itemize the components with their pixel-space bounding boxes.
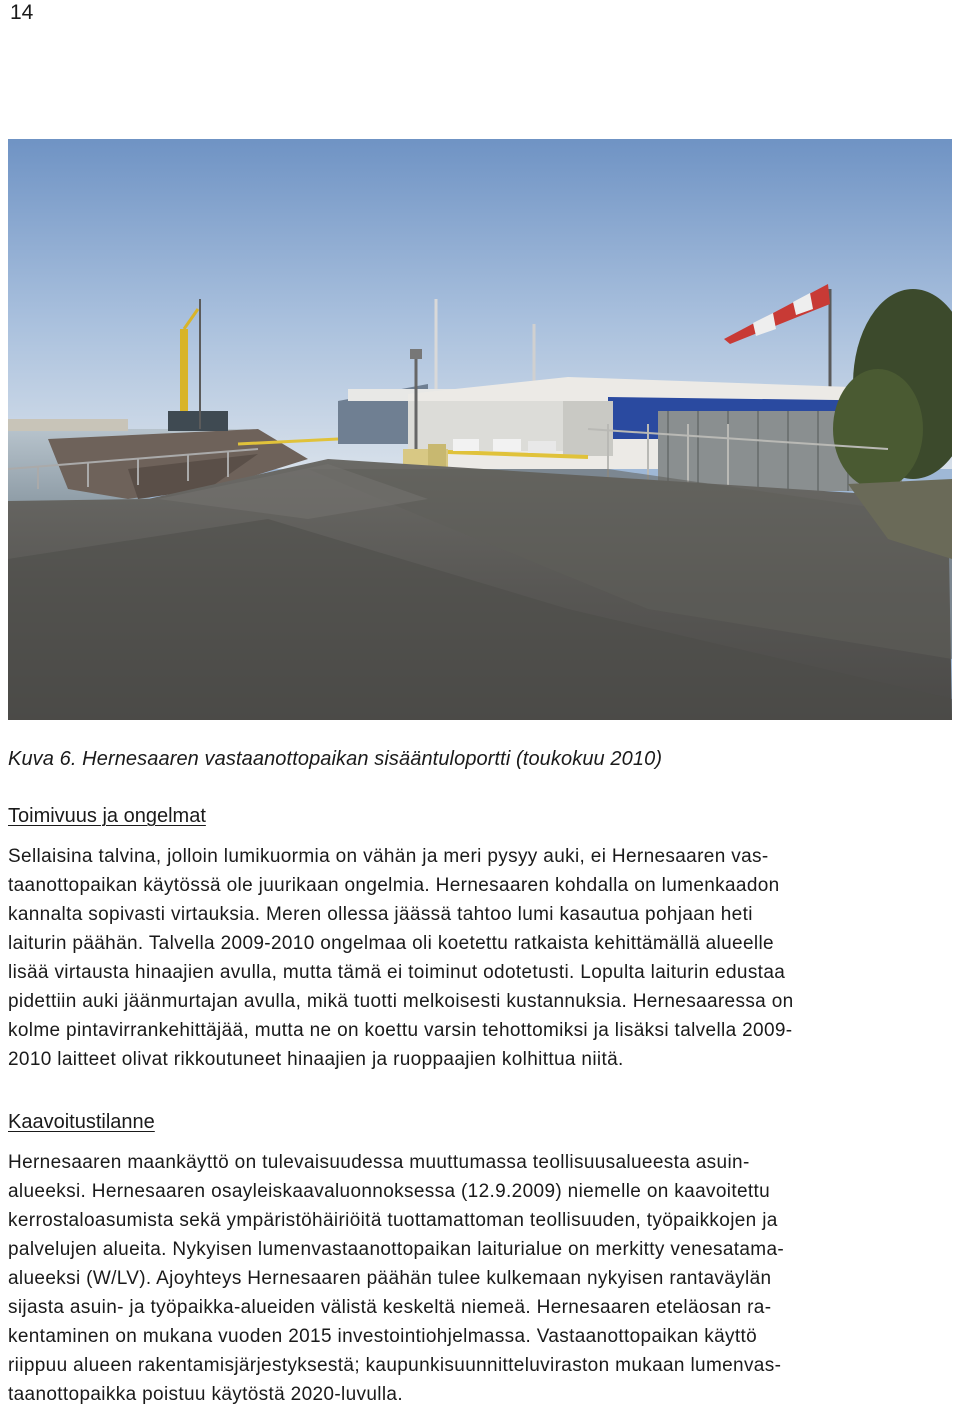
text-line: lisää virtausta hinaajien avulla, mutta tämä ei toiminut odotetusti. Lopulta laiturin edustaa (8, 962, 786, 983)
text-line: kentaminen on mukana vuoden 2015 investointiohjelmassa. Vastaanottopaikan käyttö (8, 1326, 758, 1347)
text-line: taanottopaikka poistuu käytöstä 2020-luvulla. (8, 1384, 403, 1405)
text-line: Hernesaaren maankäyttö on tulevaisuudessa muuttumassa teollisuusalueesta asuin- (8, 1152, 750, 1173)
text-line: taanottopaikan käytössä ole juurikaan ongelmia. Hernesaaren kohdalla on lumenkaadon (8, 875, 780, 896)
paragraph-kaavoitustilanne (8, 1148, 952, 1409)
figure-caption: Kuva 6. Hernesaaren vastaanottopaikan sisääntuloportti (toukokuu 2010) (8, 748, 663, 770)
paragraph-toimivuus (8, 842, 952, 1074)
text-line: alueeksi. Hernesaaren osayleiskaavaluonnoksessa (12.9.2009) niemelle on kaavoitettu (8, 1181, 771, 1202)
section-heading-toimivuus: Toimivuus ja ongelmat (8, 805, 206, 827)
text-line: laiturin päähän. Talvella 2009-2010 ongelmaa oli koetettu ratkaista kehittämällä alueelle (8, 933, 774, 954)
text-line: riippuu alueen rakentamisjärjestyksestä; kaupunkisuunnitteluviraston mukaan lumenvas- (8, 1355, 782, 1376)
section-heading-kaavoitustilanne: Kaavoitustilanne (8, 1111, 155, 1133)
text-line: 2010 laitteet olivat rikkoutuneet hinaajien ja ruoppaajien kolhittua niitä. (8, 1049, 624, 1070)
text-line: alueeksi (W/LV). Ajoyhteys Hernesaaren päähän tulee kulkemaan nykyisen rantaväylän (8, 1268, 772, 1289)
text-line: pidettiin auki jäänmurtajan avulla, mikä tuotti melkoisesti kustannuksia. Hernesaaressa on (8, 991, 794, 1012)
text-line: sijasta asuin- ja työpaikka-alueiden välistä keskeltä niemeä. Hernesaaren eteläosan ra- (8, 1297, 772, 1318)
text-line: kannalta sopivasti virtauksia. Meren ollessa jäässä tahtoo lumi kasautua pohjaan heti (8, 904, 753, 925)
text-line: kerrostaloasumista sekä ympäristöhäiriöitä tuottamattoman teollisuuden, työpaikkojen ja (8, 1210, 778, 1231)
page-number: 14 (10, 1, 34, 24)
text-line: kolme pintavirrankehittäjää, mutta ne on koettu varsin tehottomiksi ja lisäksi talvella 2009- (8, 1020, 793, 1041)
photo-harbour-entrance-gate (8, 139, 952, 720)
text-line: palvelujen alueita. Nykyisen lumenvastaanottopaikan laiturialue on merkitty venesatama- (8, 1239, 785, 1260)
text-line: Sellaisina talvina, jolloin lumikuormia on vähän ja meri pysyy auki, ei Hernesaaren vas- (8, 846, 769, 867)
